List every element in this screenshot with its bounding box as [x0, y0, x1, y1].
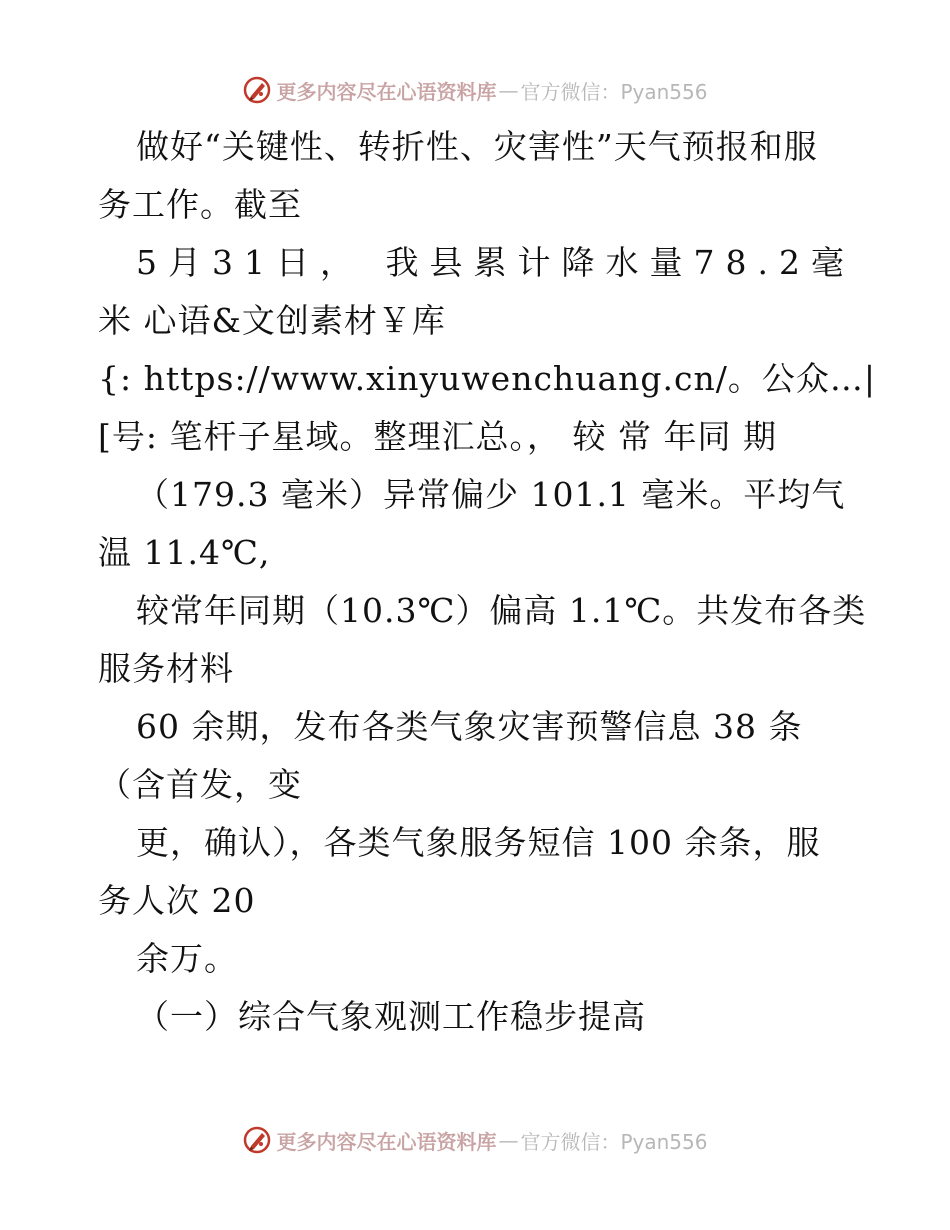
text-line: 做好“关键性、转折性、灾害性”天气预报和服 — [136, 127, 818, 166]
document-body — [98, 118, 876, 1046]
section-heading: （一）综合气象观测工作稳步提高 — [136, 997, 646, 1036]
banner-wechat-text: 官方微信：Pyan556 — [520, 79, 708, 104]
pen-logo-icon — [242, 75, 272, 105]
text-line: 余万。 — [136, 939, 238, 978]
text-line: 务人次 20 — [98, 881, 256, 920]
text-line: 60 余期，发布各类气象灾害预警信息 38 条 — [136, 707, 803, 746]
banner-main-text: 更多内容尽在心语资料库 — [276, 1129, 497, 1154]
text-line: （179.3 毫米）异常偏少 101.1 毫米。平均气 — [136, 475, 846, 514]
banner-main-text: 更多内容尽在心语资料库 — [276, 79, 497, 104]
pen-logo-icon — [242, 1125, 272, 1155]
text-line: 米 心语&文创素材￥库 — [98, 301, 446, 340]
text-line: 5月31日， 我县累计降水量78.2毫 — [136, 243, 855, 282]
text-line: 较常年同期（10.3℃）偏高 1.1℃。共发布各类 — [136, 591, 867, 630]
footer-banner — [0, 1120, 950, 1160]
text-line: [号: 笔杆子星域。整理汇总。， 较 常 年同 期 — [98, 417, 777, 456]
text-line: （含首发，变 — [98, 765, 302, 804]
text-line: {: https://www.xinyuwenchuang.cn/。公众…| — [98, 359, 876, 398]
text-line: 温 11.4℃, — [98, 533, 271, 572]
text-line: 务工作。截至 — [98, 185, 302, 224]
header-banner — [0, 70, 950, 110]
text-line: 服务材料 — [98, 649, 234, 688]
banner-wechat-text: 官方微信：Pyan556 — [520, 1129, 708, 1154]
banner-separator: — — [498, 1128, 519, 1152]
text-line: 更，确认），各类气象服务短信 100 余条，服 — [136, 823, 821, 862]
banner-separator: — — [498, 78, 519, 102]
